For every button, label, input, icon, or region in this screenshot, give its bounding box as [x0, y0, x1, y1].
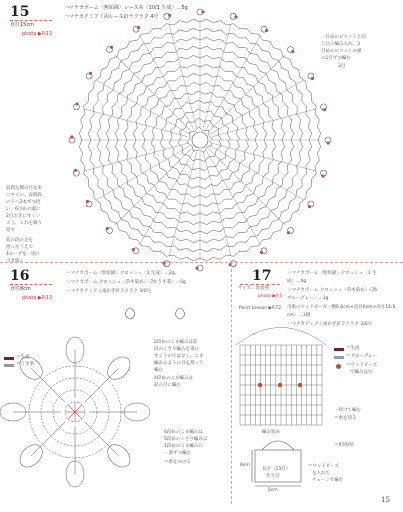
note-c-line-5: ＝糸をつける	[164, 460, 191, 465]
material-line-2: ハマナカポーム クロッシュ〈草木染め〉〈74 うす茶〉…5g	[66, 280, 186, 285]
note-left-line-5: 2目おきにすくい	[6, 214, 41, 219]
bottom-start-label: 編み始め	[262, 430, 280, 435]
material-line-2: 成〉…4g	[287, 279, 307, 284]
note-a-line-5: 編む	[154, 368, 163, 373]
material-line-4: ブルーグレー〉…1g	[287, 296, 329, 301]
bag-17-outline	[252, 441, 301, 486]
tag-label-2: 作り目	[266, 474, 280, 479]
note-left-line-6: こう、これを繰り	[6, 221, 42, 226]
photo-reference: photo ▶P.13	[22, 295, 53, 301]
note-side-3: ＝P.5参照	[334, 443, 354, 448]
photo-reference: photo ▶P.5	[258, 294, 283, 299]
size-label: 直径15cm	[10, 22, 34, 28]
note-right-line-1: 一目めのピコットと同	[321, 35, 366, 40]
pattern-number-17: 17	[252, 268, 272, 284]
note-left-line-7: 返す	[6, 228, 15, 233]
note-b-line-1: 4段めのこま編みは	[154, 376, 193, 381]
note-a-line-4: 編みのように目を割って	[154, 361, 204, 366]
page-number: 15	[381, 496, 390, 504]
material-line-3: ハマナカポーム クロッシュ〈草木染め〉〈76	[287, 288, 378, 293]
bag-handle	[262, 441, 294, 450]
material-line-3: ハマナカアミアミ両かぎ針ラクラク 3/0号	[66, 289, 152, 294]
note-side-1: ・続けて編む	[334, 408, 361, 413]
width-dimension: 5cm	[268, 488, 278, 493]
material-line-5: 市販のウッドビーズ〈横6.6cm×直径6cm×高さ12.5	[287, 305, 396, 310]
note-right-line-4: に1目ずつ編む	[321, 56, 351, 61]
legend-natural: ＝生成	[346, 346, 360, 351]
note-left-line-9: 拾ったうえで	[6, 245, 33, 250]
note-right-line-3: 目めのピコットの頭	[321, 49, 362, 54]
bead-note-3: チェーンで編む	[312, 478, 344, 483]
legend-blue-gray: ＝ブルーグレー	[346, 354, 378, 359]
size-label: サイズ…図参照	[238, 286, 270, 291]
note-left-line-2: にすくい、表側段	[6, 193, 42, 198]
note-left-line-8: 前の段の足を	[6, 238, 33, 243]
note-c-line-1: 6段めのこま編みは	[164, 430, 203, 435]
photo-reference: photo ▶P.13	[22, 31, 53, 37]
note-c-line-3: 1段めのこま編みに	[164, 444, 203, 449]
size-label: 直径8cm	[10, 286, 31, 292]
note-b-line-2: 前の目に編む	[154, 383, 181, 388]
note-a-line-3: すくうのではなく、こま	[154, 354, 204, 359]
tag-label-1: 長さ（13目）	[262, 467, 291, 472]
note-left-line-1: 前段左側の目を束	[6, 186, 42, 191]
height-dimension: 6cm	[240, 463, 250, 468]
note-left-line-10: 4ループを一度に	[6, 252, 41, 257]
material-line-6: cm〉…3個	[287, 313, 311, 318]
note-left-line-4: い、6目めの頭に	[6, 207, 41, 212]
note-right-line-2: じ目に編み入れ、3	[321, 42, 361, 47]
material-line-1: ハマナカポーム〈無垢綿〉レース糸〈10/1 生成〉…5g	[64, 5, 188, 11]
handle-arc	[236, 328, 326, 346]
material-line-7: ハマナカアミアミ両かぎ針ラクラク 3/0号	[287, 322, 373, 327]
pattern-number-15: 15	[10, 4, 30, 20]
wood-bead	[298, 383, 302, 387]
bag-17-grid	[236, 328, 326, 426]
legend-light-brown: ＝うす茶	[16, 362, 34, 367]
pattern-number-16: 16	[10, 268, 30, 284]
bead-note-1: ＝ウッドビーズ	[308, 464, 340, 469]
note-left-line-11: 引き抜く	[6, 259, 24, 264]
lesson-reference: Point Lesson ▶P.72	[239, 306, 282, 311]
note-right-line-5: 3目	[338, 64, 346, 69]
legend-natural: ＝生成	[16, 355, 30, 360]
bag-body	[255, 450, 301, 482]
note-side-2: ＝糸を切る	[334, 416, 357, 421]
wood-bead	[258, 383, 262, 387]
bead-note-2: を入れて	[312, 471, 330, 476]
legend-bead-2: で編み込む	[350, 370, 373, 375]
material-line-2: ハマナカアミアミ両レース針ラクラク 4号	[64, 14, 159, 20]
material-line-1: ハマナカポーム〈無垢綿〉クロッシュ〈1 生成〉…2g、	[66, 271, 180, 276]
note-a-line-1: 2段めのこま編みは前	[154, 340, 198, 345]
note-left-line-3: の下へ2本ずつ拾	[6, 200, 41, 205]
note-c-line-4: 一条ずつ編む	[164, 451, 191, 456]
legend-bead: ＝ウッドビーズ	[346, 363, 378, 368]
note-c-line-2: 5段めのくさり編みは	[164, 437, 208, 442]
wood-bead	[278, 383, 282, 387]
material-line-1: ハマナカポーム〈無垢綿〉クロッシュ〈1 生	[287, 271, 377, 276]
note-a-line-2: 段のくさり編みを束に	[154, 347, 199, 352]
